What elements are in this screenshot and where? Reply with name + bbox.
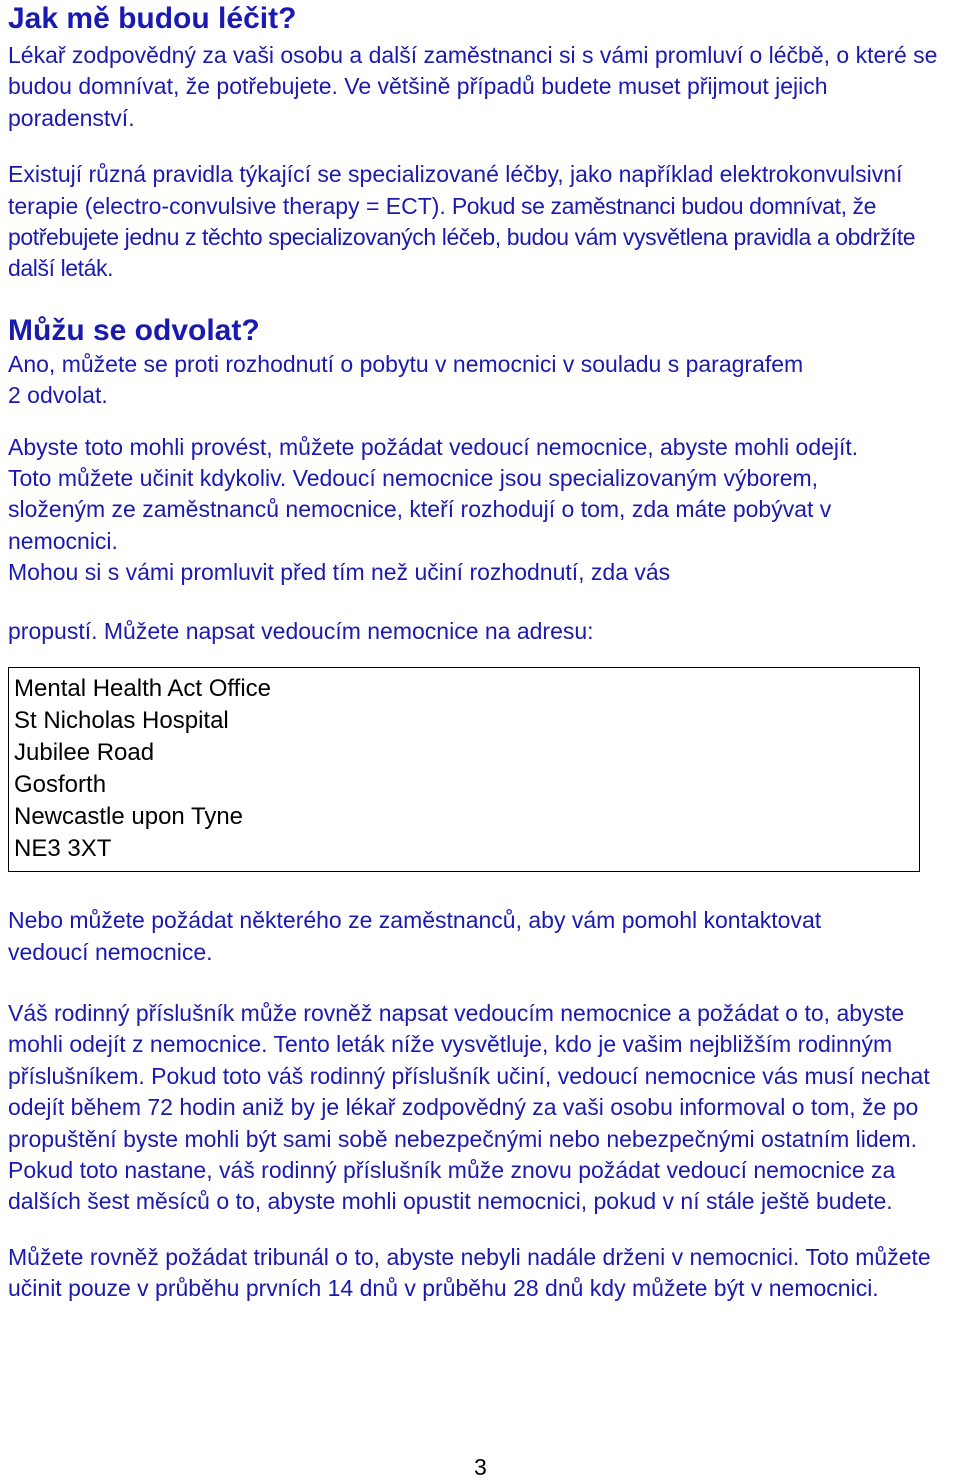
paragraph-tribunal: Můžete rovněž požádat tribunál o to, abyste nebyli nadále drženi v nemocnici. Toto můžete učinit pouze v průběhu prvních 14 dnů v průběhu 28 dnů kdy můžete být v nemocnici. <box>8 1243 931 1302</box>
paragraph-appeal-discharge: propustí. <box>8 617 98 644</box>
paragraph-relative-explained: Tento leták níže vysvětluje, kdo je vašim nejbližším rodinným příslušníkem. <box>8 1031 893 1089</box>
address-line-hospital: St Nicholas Hospital <box>14 707 229 735</box>
paragraph-appeal-address-intro: Můžete napsat vedoucím nemocnice na adresu: <box>97 617 594 644</box>
document-page <box>8 0 956 1305</box>
heading-appeal: Můžu se odvolat? <box>8 313 260 347</box>
paragraph-appeal-yes: Ano, můžete se proti rozhodnutí o pobytu v nemocnici v souladu s paragrafem 2 odvolat. <box>8 350 804 409</box>
address-line-road: Jubilee Road <box>14 739 155 767</box>
paragraph-relative-six-months: Pokud toto nastane, váš rodinný příslušník může znovu požádat vedoucí nemocnice za dalších šest měsíců o to, abyste mohli opustit nemocnici, pokud v ní stále ještě budete. <box>8 1156 896 1215</box>
paragraph-appeal-talk: Mohou si s vámi promluvit před tím než učiní rozhodnutí, zda vás <box>8 559 671 586</box>
paragraph-relative-write: Váš rodinný příslušník může rovněž napsat vedoucím nemocnice a požádat o to, abyste mohli odejít z nemocnice. <box>8 999 905 1058</box>
paragraph-relative-72-hours: Pokud toto váš rodinný příslušník učiní, vedoucí nemocnice vás musí nechat odejít během 72 hodin aniž by je lékař zodpovědný za vaši osobu informoval o tom, že po propuštění byste mohli být sami sobě nebezpečnými nebo nebezpečnými ostatním lidem. <box>8 1062 930 1152</box>
address-line-postcode: NE3 3XT <box>14 835 112 863</box>
paragraph-appeal-how <box>8 432 956 589</box>
paragraph-appeal-managers: Vedoucí nemocnice jsou specializovaným výborem, složeným ze zaměstnanců nemocnice, kteří rozhodují o tom, zda máte pobývat v nemocnici. <box>8 465 832 554</box>
paragraph-special-treatment-intro: Existují různá pravidla týkající se specializované léčby, jako například elektrokonvulsivní terapie (electro-convulsive therapy = ECT). <box>8 161 903 219</box>
paragraph-appeal-how-intro: Abyste toto mohli provést, můžete požádat vedoucí nemocnice, abyste mohli odejít. Toto můžete učinit kdykoliv. <box>8 433 859 492</box>
paragraph-special-treatment <box>8 159 956 285</box>
paragraph-special-treatment-detail: Pokud se zaměstnanci budou domnívat, že potřebujete jednu z těchto specializovaných léčeb, budou vám vysvětlena pravidla a obdržíte další leták. <box>8 192 916 282</box>
address-line-district: Gosforth <box>14 771 107 799</box>
heading-treatment: Jak mě budou léčit? <box>8 2 297 35</box>
paragraph-relative <box>8 998 956 1218</box>
paragraph-ask-staff: Nebo můžete požádat některého ze zaměstnanců, aby vám pomohl kontaktovat vedoucí nemocnice. <box>8 907 822 965</box>
address-line-city: Newcastle upon Tyne <box>14 803 244 831</box>
address-line-office: Mental Health Act Office <box>14 675 272 703</box>
address-box <box>8 667 920 872</box>
paragraph-treatment-advice: Lékař zodpovědný za vaši osobu a další zaměstnanci si s vámi promluví o léčbě, o které se budou domnívat, že potřebujete. Ve většině případů budete muset přijmout jejich poradenství. <box>8 42 938 131</box>
paragraph-appeal-write <box>8 616 956 647</box>
page-number: 3 <box>474 1454 487 1480</box>
